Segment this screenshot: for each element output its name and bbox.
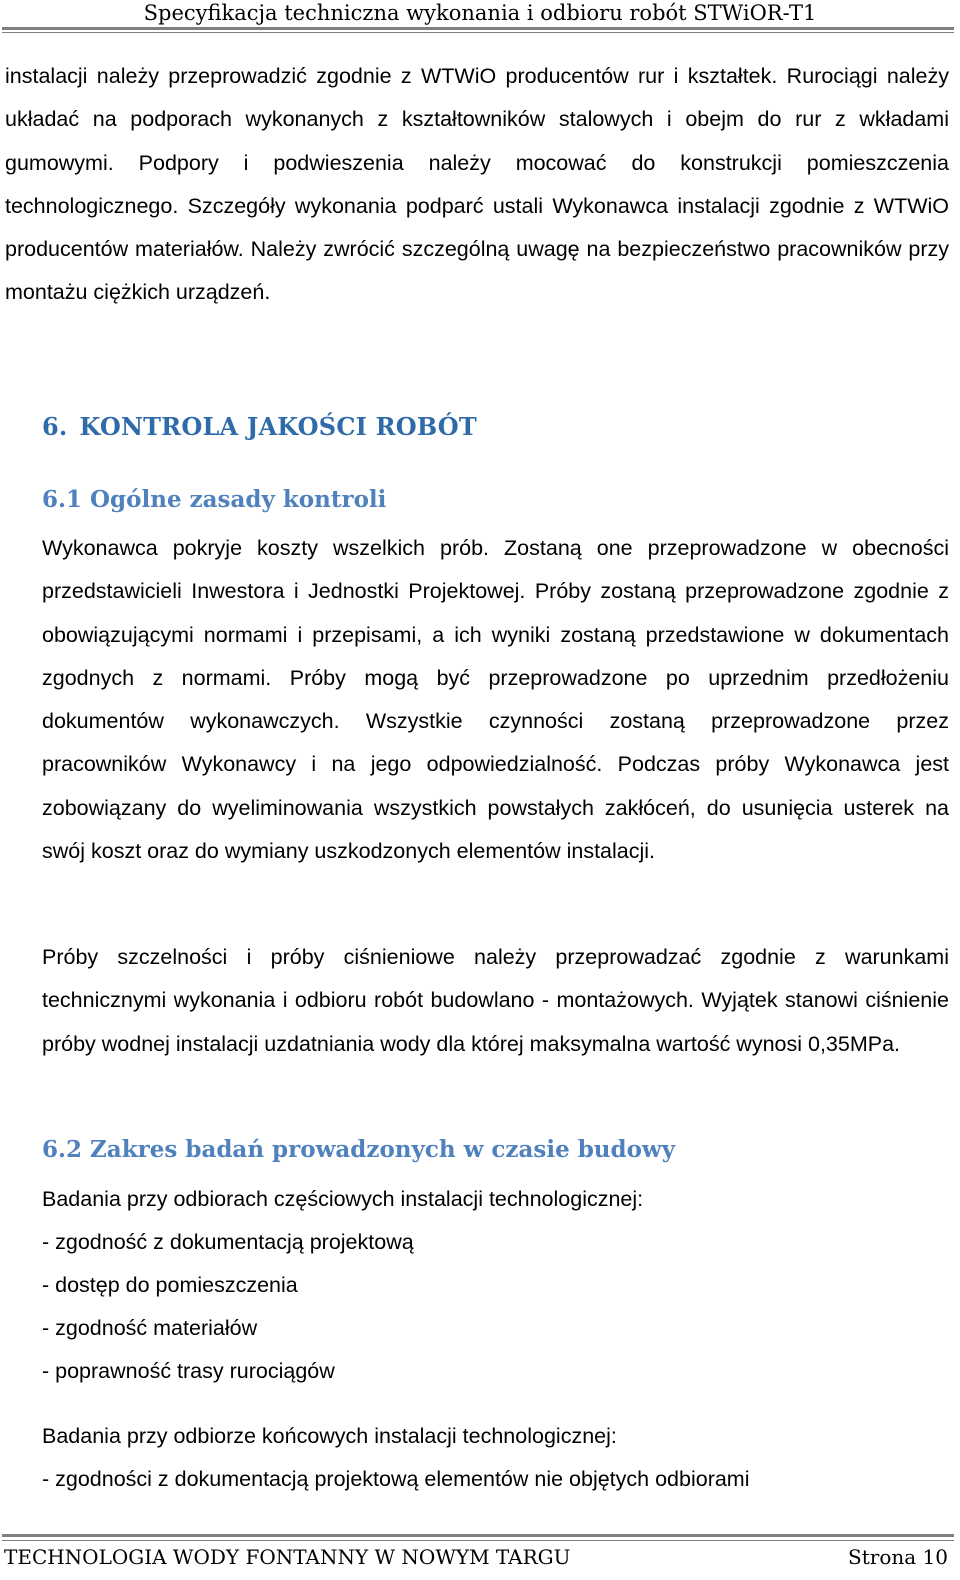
partial-acceptance-intro: Badania przy odbiorach częściowych instalacji technologicznej:: [42, 1187, 644, 1211]
list-item: - zgodność z dokumentacją projektową: [42, 1230, 414, 1254]
section-6-number: 6.: [42, 412, 68, 441]
header-divider-thin: [2, 32, 954, 33]
page-number: Strona 10: [848, 1545, 948, 1569]
section-6-title: KONTROLA JAKOŚCI ROBÓT: [79, 412, 477, 441]
list-item: - zgodność materiałów: [42, 1316, 258, 1340]
header-divider: [2, 27, 954, 30]
intro-paragraph: instalacji należy przeprowadzić zgodnie z WTWiO producentów rur i kształtek. Rurociągi należy układać na podporach wykonanych z kształtowników stalowych i obejm do rur z wkładami gumowymi. Podpory i podwieszenia należy mocować do konstrukcji pomieszczenia technologicznego. Szczegóły wykonania podparć ustali Wykonawca instalacji zgodnie z WTWiO producentów materiałów. Należy zwrócić szczególną uwagę na bezpieczeństwo pracowników przy montażu ciężkich urządzeń.: [5, 64, 949, 305]
section-6-1-paragraph-1: Wykonawca pokryje koszty wszelkich prób. Zostaną one przeprowadzone w obecności przedstawicieli Inwestora i Jednostki Projektowej. Próby zostaną przeprowadzone zgodnie z obowiązującymi normami i przepisami, a ich wyniki zostaną przedstawione w dokumentach zgodnych z normami. Próby mogą być przeprowadzone po uprzednim przedłożeniu dokumentów wykonawczych. Wszystkie czynności zostaną przeprowadzone przez pracowników Wykonawcy i na jego odpowiedzialność. Podczas próby Wykonawca jest zobowiązany do wyeliminowania wszystkich powstałych zakłóceń, do usunięcia usterek na swój koszt oraz do wymiany uszkodzonych elementów instalacji.: [42, 536, 949, 864]
section-6-1-heading: 6.1 Ogólne zasady kontroli: [42, 486, 387, 513]
section-6-1-paragraph-2: Próby szczelności i próby ciśnieniowe należy przeprowadzać zgodnie z warunkami technicznymi wykonania i odbioru robót budowlano - montażowych. Wyjątek stanowi ciśnienie próby wodnej instalacji uzdatniania wody dla której maksymalna wartość wynosi 0,35MPa.: [42, 945, 949, 1056]
final-acceptance-intro: Badania przy odbiorze końcowych instalacji technologicznej:: [42, 1424, 617, 1448]
list-item: - zgodności z dokumentacją projektową elementów nie objętych odbiorami: [42, 1467, 750, 1491]
footer-project-name: TECHNOLOGIA WODY FONTANNY W NOWYM TARGU: [4, 1545, 571, 1569]
footer-divider-thin: [2, 1540, 954, 1541]
list-item: - poprawność trasy rurociągów: [42, 1359, 335, 1383]
footer-divider: [2, 1534, 954, 1537]
section-6-2-heading: 6.2 Zakres badań prowadzonych w czasie budowy: [42, 1136, 676, 1163]
section-6-heading: [42, 412, 477, 441]
list-item: - dostęp do pomieszczenia: [42, 1273, 298, 1297]
page-header: Specyfikacja techniczna wykonania i odbioru robót STWiOR-T1: [143, 1, 817, 25]
